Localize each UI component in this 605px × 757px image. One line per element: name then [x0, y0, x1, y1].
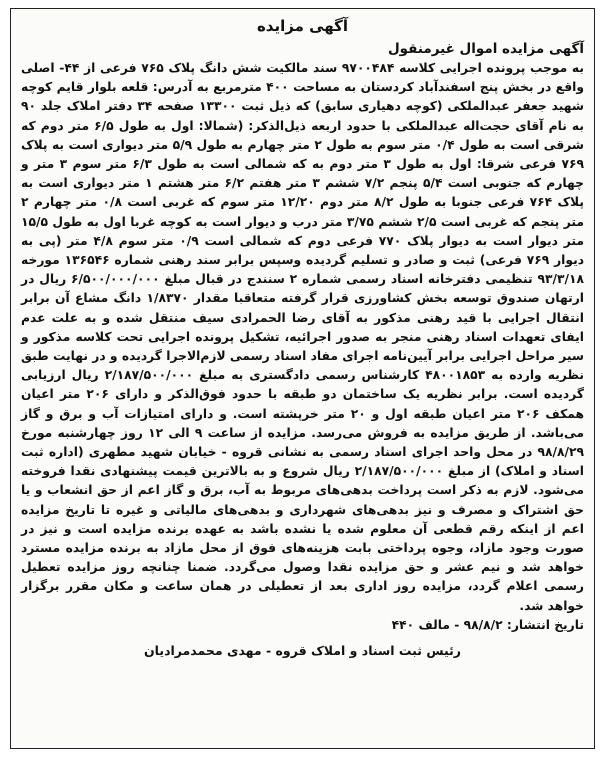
publish-date-line: تاریخ انتشار: ۹۸/۸/۲ - مالف ۴۴۰ — [391, 617, 584, 632]
notice-title: آگهی مزایده — [256, 17, 349, 35]
notice-box — [10, 8, 595, 749]
signature-line: رئیس ثبت اسناد و املاک قروه - مهدی محمدمرادیان — [144, 642, 461, 658]
notice-subtitle: آگهی مزایده اموال غیرمنقول — [387, 41, 584, 57]
notice-body: به موجب پرونده اجرایی کلاسه ۹۷۰۰۴۸۴ سند مالکیت شش دانگ پلاک ۷۶۵ فرعی از ۴۴- اصلی واقع در بخش پنج اسفندآباد کردستان به مساحت ۴۰۰ مترمربع به آدرس: قلعه بلوار قایم کوچه شهید جعفر عبدالملکی (کوچه دهیاری سابق) که ذیل ثبت ۱۳۳۰۰ صفحه ۳۴ دفتر املاک جلد ۹۰ به نام آقای حجت‌اله عبدالملکی با حدود اربعه ذیل‌الذکر: (شمالا: اول به طول ۶/۵ متر دوم که شرقی است به طول ۰/۴ متر سوم به طول ۲ متر چهارم به طول ۵/۹ متر دیواری است به پلاک ۷۶۹ فرعی شرقا: اول به طول ۳ متر دوم به که شمالی است به طول ۶/۳ متر سوم ۳ متر و چهارم که جنوبی است ۵/۴ پنجم ۷/۲ ششم ۳ متر هفتم ۶/۲ متر هشتم ۱ متر دیواری است به پلاک ۷۶۴ فرعی جنوبا به طول ۸/۲ متر دوم ۱۲/۲۰ متر سوم که غربی است ۰/۸ متر چهارم ۲ متر پنجم که غربی است ۲/۵ ششم ۳/۷۵ متر درب و دیوار است به کوچه غربا اول به طول ۱۵/۵ متر دیوار است به دیوار پلاک ۷۷۰ فرعی دوم که شمالی است ۰/۹ متر سوم ۴/۸ متر (پی به دیوار ۷۶۹ فرعی) ثبت و صادر و تسلیم گردیده وسپس برابر سند رهنی شماره ۱۳۶۵۴۶ مورخه ۹۳/۳/۱۸ تنظیمی دفترخانه اسناد رسمی شماره ۲ سنندج در قبال مبلغ ۶/۵۰۰/۰۰۰/۰۰۰ ریال در ارتهان صندوق توسعه بخش کشاورزی قرار گرفته متعاقبا مقدار ۱/۸۳۷۰ دانگ مشاع آن برابر انتقال اجرایی با قید رهنی مذکور به آقای رضا الحمرادی سیف منتقل شده و به علت عدم ایفای تعهدات اسناد رهنی منجر به صدور اجرائیه، تشکیل پرونده اجرایی تحت کلاسه مذکور و سیر مراحل اجرایی برابر آیین‌نامه اجرای مفاد اسناد رسمی لازم‌الاجرا گردیده و در نهایت طبق نظریه وارده به ۴۸۰۰۱۸۵۳ کارشناس رسمی دادگستری به مبلغ ۲/۱۸۷/۵۰۰/۰۰۰ ریال ارزیابی گردیده است. برابر نظریه یک ساختمان دو طبقه با حدود فوق‌الذکر و دارای ۲۰۶ متر اعیان همکف ۲۰۶ متر اعیان طبقه اول و ۲۰ متر خرپشته است. و دارای امتیازات آب و برق و گاز می‌باشد. از طریق مزایده به فروش می‌رسد. مزایده از ساعت ۹ الی ۱۲ روز چهارشنبه مورخ ۹۸/۸/۲۹ در محل واحد اجرای اسناد رسمی به نشانی قروه - خیابان شهید مطهری (اداره ثبت اسناد و املاک) از مبلغ ۲/۱۸۷/۵۰۰/۰۰۰ ریال شروع و به بالاترین قیمت پیشنهادی نقدا فروخته می‌شود. لازم به ذکر است پرداخت بدهی‌های مربوط به آب، برق و گاز اعم از حق انشعاب و یا حق اشتراک و مصرف و نیز بدهی‌های شهرداری و بدهی‌های مالیاتی و غیره تا تاریخ مزایده اعم از اینکه رقم قطعی آن معلوم شده یا نشده باشد به عهده برنده مزایده است و نیز در صورت وجود مازاد، وجوه پرداختی بابت هزینه‌های فوق از محل مازاد به برنده مزایده مسترد خواهد شد و نیم عشر و حق مزایده نقدا وصول می‌گردد. ضمنا چنانچه روز مزایده تعطیل رسمی اعلام گردد، مزایده روز اداری بعد از تعطیلی در همان ساعت و مکان مقرر برگزار خواهد شد. — [21, 61, 585, 613]
